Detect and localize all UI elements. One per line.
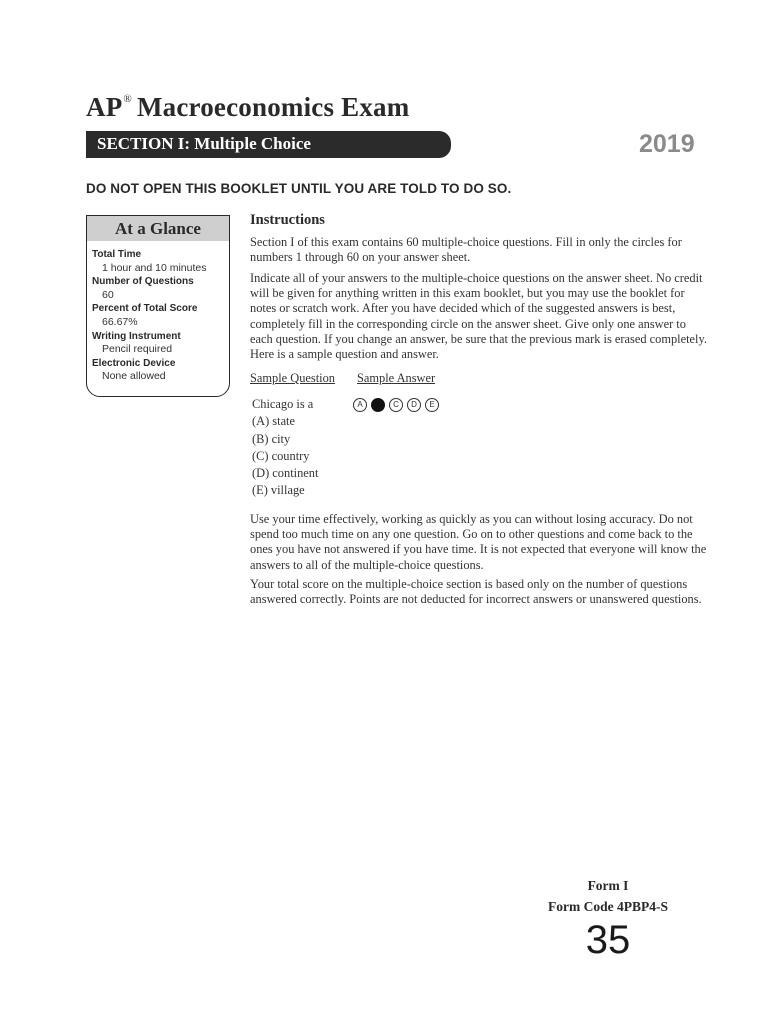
at-a-glance-box [86,215,230,397]
page-number: 35 [585,918,631,962]
sample-question [252,396,318,500]
sample-option-d: (D) continent [252,466,319,481]
glance-label-writing-instrument: Writing Instrument [92,330,181,342]
glance-value-electronic-device: None allowed [102,370,166,383]
sample-answer-bubbles [353,398,439,412]
sample-question-heading: Sample Question [250,371,336,385]
glance-label-percent-score: Percent of Total Score [92,303,198,315]
sample-answer-heading: Sample Answer [357,371,436,385]
instructions-heading: Instructions [250,212,325,228]
title-prefix: AP [86,92,123,122]
sample-stem: Chicago is a [252,397,314,411]
answer-bubble-b: B [371,398,385,412]
instructions-paragraph-3: Use your time effectively, working as quickly as you can without losing accuracy. Do not spend too much time on any one question. Go on to other questions and come back to the ones you have not answered if you have time. It is not expected that everyone will know the answers to all of the multiple-choice questions. [250,512,707,572]
sample-option-e: (E) village [252,483,305,498]
glance-value-total-time: 1 hour and 10 minutes [102,261,207,274]
glance-label-number-of-questions: Number of Questions [92,276,194,288]
answer-bubble-e: E [425,398,439,412]
title-main: Macroeconomics Exam [136,92,410,122]
form-label: Form I [587,878,629,893]
at-a-glance-title: At a Glance [87,216,229,241]
at-a-glance-list [92,248,225,384]
instructions-paragraph-2: Indicate all of your answers to the multiple-choice questions on the answer sheet. No credit will be given for anything written in this exam booklet, but you may use the booklet for notes or scratch work. After you have decided which of the suggested answers is best, completely fill in the corresponding circle on the answer sheet. Give only one answer to each question. If you change an answer, be sure that the previous mark is erased completely. Here is a sample question and answer. [250,271,707,362]
glance-value-percent-score: 66.67% [102,315,138,328]
sample-option-b: (B) city [252,431,291,446]
glance-value-number-of-questions: 60 [102,288,114,301]
warning-notice: DO NOT OPEN THIS BOOKLET UNTIL YOU ARE TOLD TO DO SO. [86,181,512,196]
answer-bubble-c: C [389,398,403,412]
sample-option-a: (A) state [252,414,296,429]
exam-title [86,92,409,123]
exam-year: 2019 [639,130,695,158]
glance-label-total-time: Total Time [92,249,142,260]
instructions-paragraph-4: Your total score on the multiple-choice section is based only on the number of questions answered correctly. Points are not deducted for incorrect answers or unanswered questions. [250,577,702,607]
instructions-paragraph-1: Section I of this exam contains 60 multiple-choice questions. Fill in only the circles for numbers 1 through 60 on your answer sheet. [250,235,682,265]
section-label: SECTION I: Multiple Choice [97,134,311,153]
glance-value-writing-instrument: Pencil required [102,343,173,356]
answer-bubble-a: A [353,398,367,412]
glance-label-electronic-device: Electronic Device [92,357,176,369]
sample-option-c: (C) country [252,448,310,463]
answer-bubble-d: D [407,398,421,412]
registered-mark: ® [123,93,132,105]
form-code: Form Code 4PBP4-S [548,899,668,914]
